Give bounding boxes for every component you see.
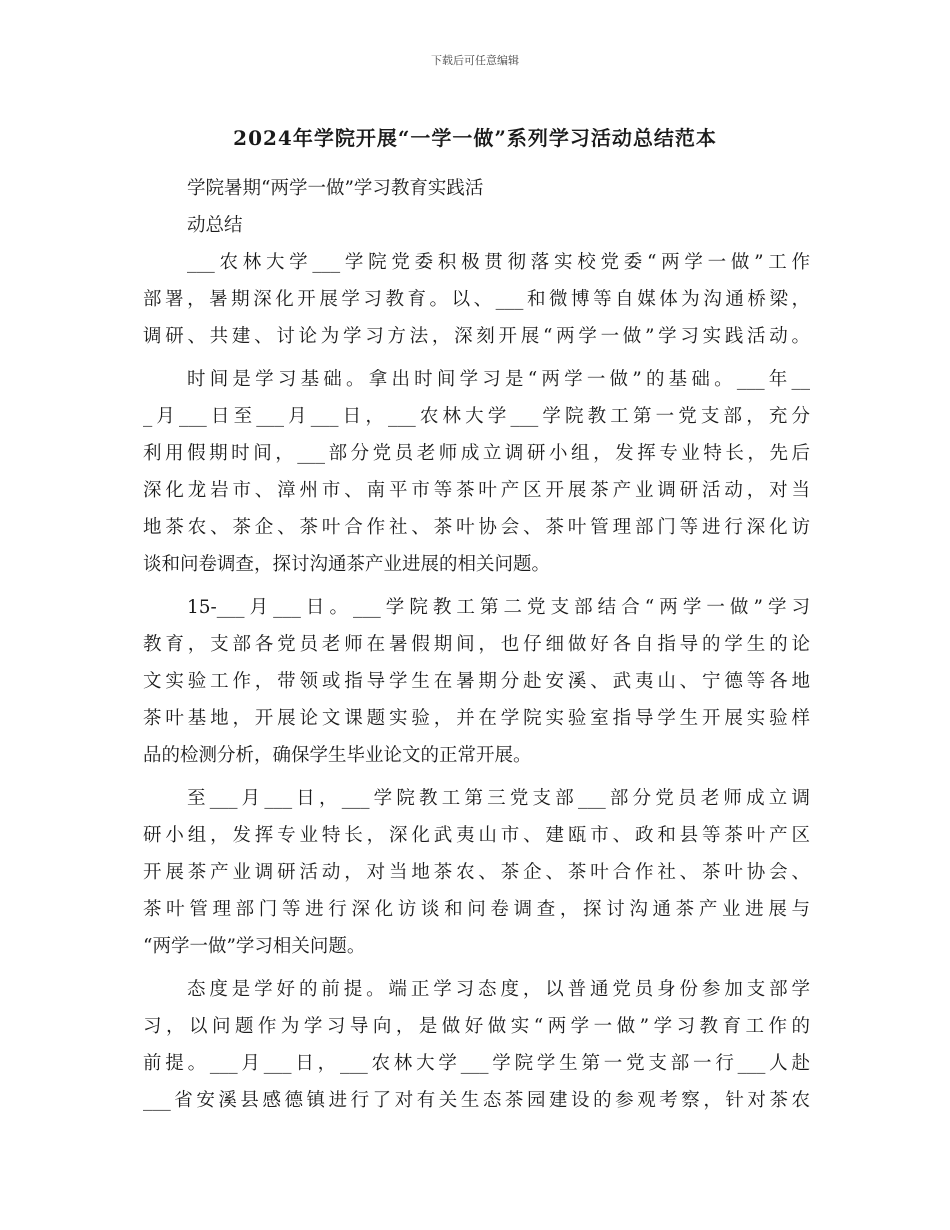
paragraph-line: 文实验工作，带领或指导学生在暑期分赴安溪、武夷山、宁德等各地 [143, 671, 810, 692]
paragraph-line: 茶叶管理部门等进行深化访谈和问卷调查，探讨沟通茶产业进展与 [143, 899, 810, 920]
paragraph-line: 深化龙岩市、漳州市、南平市等茶叶产区开展茶产业调研活动，对当 [143, 480, 810, 501]
document-body [143, 170, 810, 1119]
paragraph-line: 时间是学习基础。拿出时间学习是“两学一做”的基础。___年__ [187, 369, 810, 390]
paragraph-line: ___农林大学___学院党委积极贯彻落实校党委“两学一做”工作 [187, 252, 810, 273]
paragraph-line: 前提。___月___日，___农林大学___学院学生第一党支部一行___人赴 [143, 1053, 810, 1074]
document-title: 2024年学院开展“一学一做”系列学习活动总结范本 [233, 126, 717, 150]
subtitle-line: 动总结 [187, 215, 243, 236]
paragraph-line: 研小组，发挥专业特长，深化武夷山市、建瓯市、政和县等茶叶产区 [143, 825, 810, 846]
paragraph-line: 15-___月___日。___学院教工第二党支部结合“两学一做”学习 [187, 597, 810, 618]
paragraph-line: 利用假期时间，___部分党员老师成立调研小组，发挥专业特长，先后 [143, 443, 810, 464]
subtitle-line: 学院暑期“两学一做”学习教育实践活 [187, 178, 484, 199]
paragraph-line: 态度是学好的前提。端正学习态度，以普通党员身份参加支部学 [187, 979, 810, 1000]
header-note: 下载后可任意编辑 [431, 54, 519, 67]
paragraph [143, 244, 810, 355]
paragraph-line: 部署，暑期深化开展学习教育。以、___和微博等自媒体为沟通桥梁， [143, 289, 810, 310]
paragraph-line: ___省安溪县感德镇进行了对有关生态茶园建设的参观考察，针对茶农 [143, 1090, 810, 1111]
paragraph-line: _月___日至___月___日，___农林大学___学院教工第一党支部，充分 [143, 406, 810, 427]
paragraph [143, 780, 810, 965]
paragraph [143, 361, 810, 583]
paragraph [143, 971, 810, 1119]
paragraph-line: 地茶农、茶企、茶叶合作社、茶叶协会、茶叶管理部门等进行深化访 [143, 517, 810, 538]
paragraph-line: 教育，支部各党员老师在暑假期间，也仔细做好各自指导的学生的论 [143, 634, 810, 655]
paragraph-line: 品的检测分析，确保学生毕业论文的正常开展。 [143, 745, 532, 766]
paragraph-line: 至___月___日，___学院教工第三党支部___部分党员老师成立调 [187, 788, 810, 809]
paragraph-line: 习，以问题作为学习导向，是做好做实“两学一做”学习教育工作的 [143, 1016, 810, 1037]
paragraph-line: “两学一做”学习相关问题。 [143, 936, 366, 957]
paragraph [143, 589, 810, 774]
paragraph-line: 谈和问卷调查，探讨沟通茶产业进展的相关问题。 [143, 554, 551, 575]
paragraph-line: 茶叶基地，开展论文课题实验，并在学院实验室指导学生开展实验样 [143, 708, 810, 729]
paragraph-line: 开展茶产业调研活动，对当地茶农、茶企、茶叶合作社、茶叶协会、 [143, 862, 810, 883]
paragraph-line: 调研、共建、讨论为学习方法，深刻开展“两学一做”学习实践活动。 [143, 326, 810, 347]
